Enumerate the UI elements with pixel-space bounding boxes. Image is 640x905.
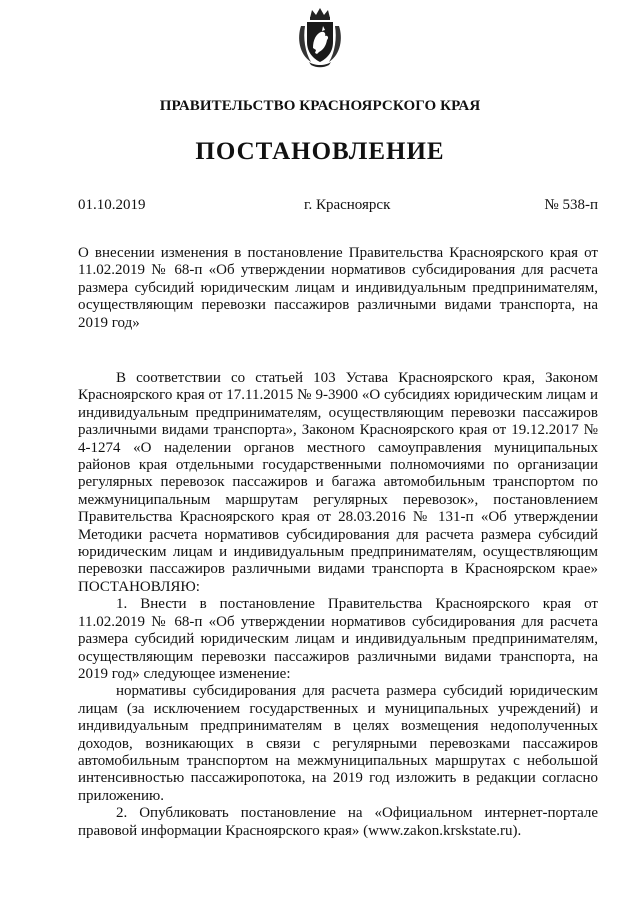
organization-name: ПРАВИТЕЛЬСТВО КРАСНОЯРСКОГО КРАЯ <box>159 98 481 114</box>
body-item-1-detail: нормативы субсидирования для расчета размера субсидий юридическим лицам (за исключением государственных и муниципальных учреждений) и индивидуальным предпринимателям в целях возмещения недополученных доходов, возникающих в связи с регулярными перевозками пассажиров автомобильным транспортом на межмуниципальных маршрутах с небольшой интенсивностью пассажиропотока, на 2019 год изложить в редакции согласно приложению. <box>78 683 598 804</box>
document-subject: О внесении изменения в постановление Правительства Красноярского края от 11.02.2019 № 68-п «Об утверждении нормативов субсидирования для расчета размера субсидий юридическим лицам и индивидуальным предпринимателям, осуществляющим перевозки пассажиров различными видами транспорта, на 2019 год» <box>78 245 598 331</box>
document-date: 01.10.2019 <box>78 197 146 213</box>
body-item-1: 1. Внести в постановление Правительства Красноярского края от 11.02.2019 № 68-п «Об утверждении нормативов субсидирования для расчета размера субсидий юридическим лицам и индивидуальным предпринимателям, осуществляющим перевозки пассажиров различными видами транспорта, на 2019 год» следующее изменение: <box>78 596 598 682</box>
document-city: г. Красноярск <box>304 197 391 213</box>
krasnoyarsk-krai-coat-of-arms-icon <box>295 6 345 68</box>
body-item-2: 2. Опубликовать постановление на «Официальном интернет-портале правовой информации Красноярского края» (www.zakon.krskstate.ru). <box>78 805 598 839</box>
document-number: № 538-п <box>544 197 598 213</box>
document-type-title: ПОСТАНОВЛЕНИЕ <box>195 138 445 165</box>
body-preamble: В соответствии со статьей 103 Устава Красноярского края, Законом Красноярского края от 17.11.2015 № 9-3900 «О субсидиях юридическим лицам и индивидуальным предпринимателям, осуществляющим перевозки пассажиров различными видами транспорта», Законом Красноярского края от 19.12.2017 № 4-1274 «О наделении органов местного самоуправления муниципальных районов края отдельными государственными полномочиями по организации регулярных перевозок пассажиров и багажа автомобильным транспортом по межмуниципальным маршрутам регулярных перевозок», постановлением Правительства Красноярского края от 28.03.2016 № 131-п «Об утверждении Методики расчета нормативов субсидирования для расчета размера субсидий юридическим лицам и индивидуальным предпринимателям, осуществляющим перевозки пассажиров различными видами транспорта в Красноярском крае» ПОСТАНОВЛЯЮ: <box>78 370 598 595</box>
document-body <box>78 370 598 840</box>
